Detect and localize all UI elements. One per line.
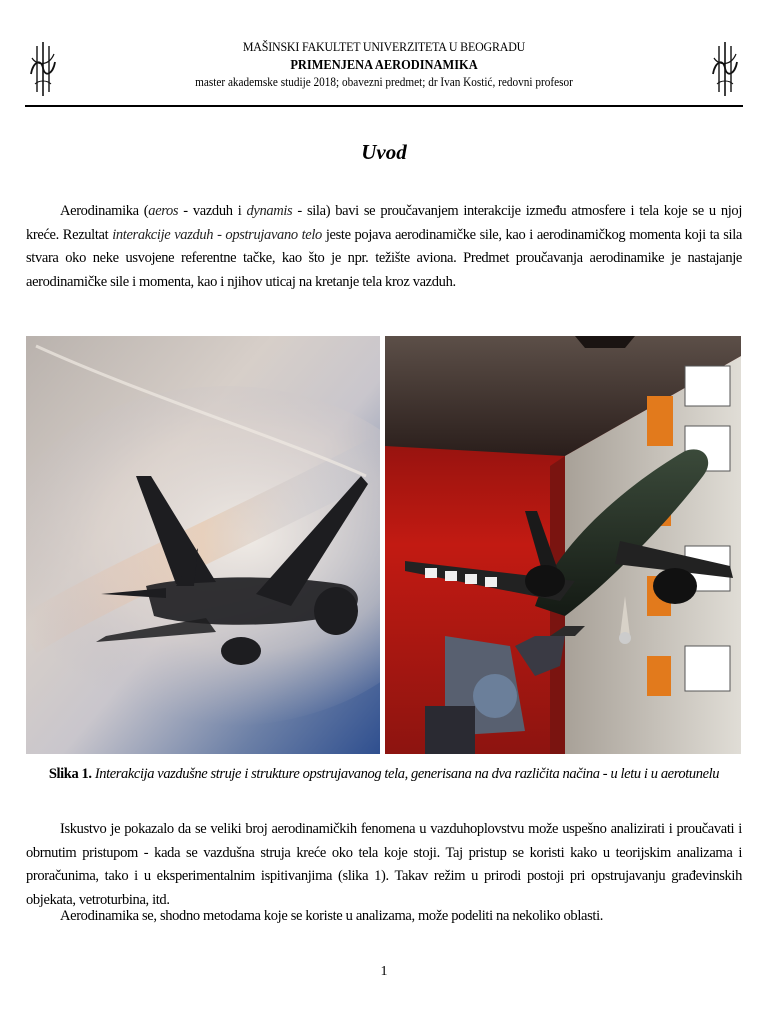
header-course: PRIMENJENA AERODINAMIKA [290,57,478,72]
header-divider [25,105,743,107]
faculty-logo-right [709,40,741,98]
photo-wind-tunnel-model [385,336,741,754]
paragraph-experience: Iskustvo je pokazalo da se veliki broj aerodinamičkih fenomena u vazduhoplovstvu može uspešno analizirati i proučavati i obrnutim pristupom - kada se vazdušna struja kreće oko tela koje stoji. Taj pristup se koristi kako u teorijskim analizama i proračunima, tako i u eksperimentalnim ispitivanjima (slika 1). Takav režim u prirodi postoji pri opstrujavanju građevinskih objekata, vetroturbina, itd. [26,821,742,908]
header-institution: MAŠINSKI FAKULTET UNIVERZITETA U BEOGRADU [242,39,526,54]
page-number: 1 [380,964,388,979]
section-title: Uvod [361,140,407,164]
header-info: master akademske studije 2018; obavezni predmet; dr Ivan Kostić, redovni profesor [195,75,573,89]
paragraph-intro [26,200,742,294]
term-dynamis: dynamis [246,203,293,219]
term-interaction: interakcije vazduh - opstrujavano telo [112,226,322,243]
term-aeros: aeros [148,203,179,219]
page-header [25,38,743,108]
intro-text-2: - vazduh i [178,203,247,219]
intro-text-1: Aerodinamika ( [60,203,149,219]
photo-airplane-in-flight [26,336,380,754]
figure-label: Slika 1. [48,766,92,782]
paragraph-areas: Aerodinamika se, shodno metodama koje se koriste u analizama, može podeliti na nekoliko oblasti. [60,908,604,924]
figure-caption-text: Interakcija vazdušne struje i strukture opstrujavanog tela, generisana na dva različita načina - u letu i u aerotunelu [94,766,720,782]
faculty-logo-left [27,40,59,98]
figure-caption [26,766,742,783]
intro-text-3: - sila) bavi se proučavanjem interakcije između atmosfere i tela koje se u njoj kreće. Rezultat [26,203,743,243]
intro-text-4: jeste pojava aerodinamičke sile, kao i aerodinamičkog momenta koji ta sila stvara oko neke usvojene referentne tačke, kao što je npr. težište aviona. Predmet proučavanja aerodinamike je nastajanje aerodinamičke sile i momenta, kao i njihov uticaj na kretanje tela kroz vazduh. [26,226,742,290]
